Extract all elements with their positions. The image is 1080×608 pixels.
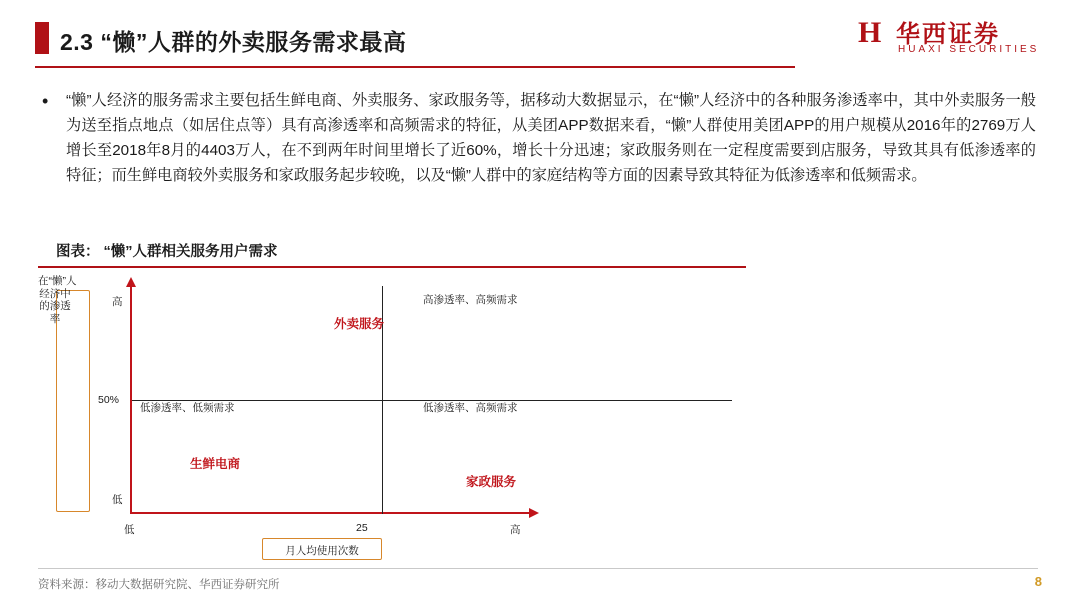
logo-mark-icon: H bbox=[858, 16, 882, 49]
series-label-shengxian: 生鲜电商 bbox=[190, 457, 241, 471]
footer-divider bbox=[38, 568, 1038, 569]
y-tick-low: 低 bbox=[112, 494, 123, 506]
header-accent-bar bbox=[35, 22, 49, 54]
bullet-icon: • bbox=[42, 91, 49, 111]
company-logo bbox=[858, 14, 1046, 60]
y-axis-label: 在“懒”人经济中的渗透率 bbox=[38, 275, 77, 325]
slide-header bbox=[0, 0, 1080, 72]
series-label-jiazheng: 家政服务 bbox=[466, 475, 517, 489]
quadrant-note-bottom-right: 低渗透率、高频需求 bbox=[423, 402, 518, 414]
x-axis-label: 月人均使用次数 bbox=[285, 545, 359, 557]
series-label-waimai: 外卖服务 bbox=[334, 317, 385, 331]
x-tick-high: 高 bbox=[510, 524, 521, 536]
figure-title-divider bbox=[38, 266, 746, 268]
x-tick-mid: 25 bbox=[356, 522, 368, 534]
x-axis bbox=[130, 512, 530, 514]
body-paragraph: “懒”人经济的服务需求主要包括生鲜电商、外卖服务、家政服务等，据移动大数据显示，在“懒”人经济中的各种服务渗透率中，其中外卖服务一般为送至指点地点（如居住点等）具有高渗透率和高频需求的特征，从美团APP数据来看，“懒”人群使用美团APP的用户规模从2016年的2769万人增长至2018年8月的4403万人，在不到两年时间里增长了近60%，增长十分迅速；家政服务则在一定程度需要到店服务，导致其具有低渗透率的特征；而生鲜电商较外卖服务和家政服务起步较晚，以及“懒”人群中的家庭结构等方面的因素导致其特征为低渗透率和低频需求。 bbox=[66, 92, 1036, 184]
page-title: 2.3 “懒”人群的外卖服务需求最高 bbox=[60, 29, 407, 55]
quadrant-note-bottom-left: 低渗透率、低频需求 bbox=[140, 402, 235, 414]
quadrant-note-top-right: 高渗透率、高频需求 bbox=[423, 294, 518, 306]
source-note: 资料来源：移动大数据研究院、华西证券研究所 bbox=[38, 579, 280, 591]
logo-name-en: HUAXI SECURITIES bbox=[898, 44, 1040, 55]
quadrant-chart bbox=[38, 272, 746, 572]
y-tick-mid: 50% bbox=[98, 394, 120, 406]
page-number: 8 bbox=[1034, 574, 1042, 589]
figure-title: 图表： “懒”人群相关服务用户需求 bbox=[56, 244, 278, 260]
logo-name-cn: 华西证券 bbox=[896, 21, 1000, 48]
x-tick-low: 低 bbox=[124, 524, 135, 536]
header-divider bbox=[35, 66, 795, 68]
y-tick-high: 高 bbox=[112, 296, 123, 308]
